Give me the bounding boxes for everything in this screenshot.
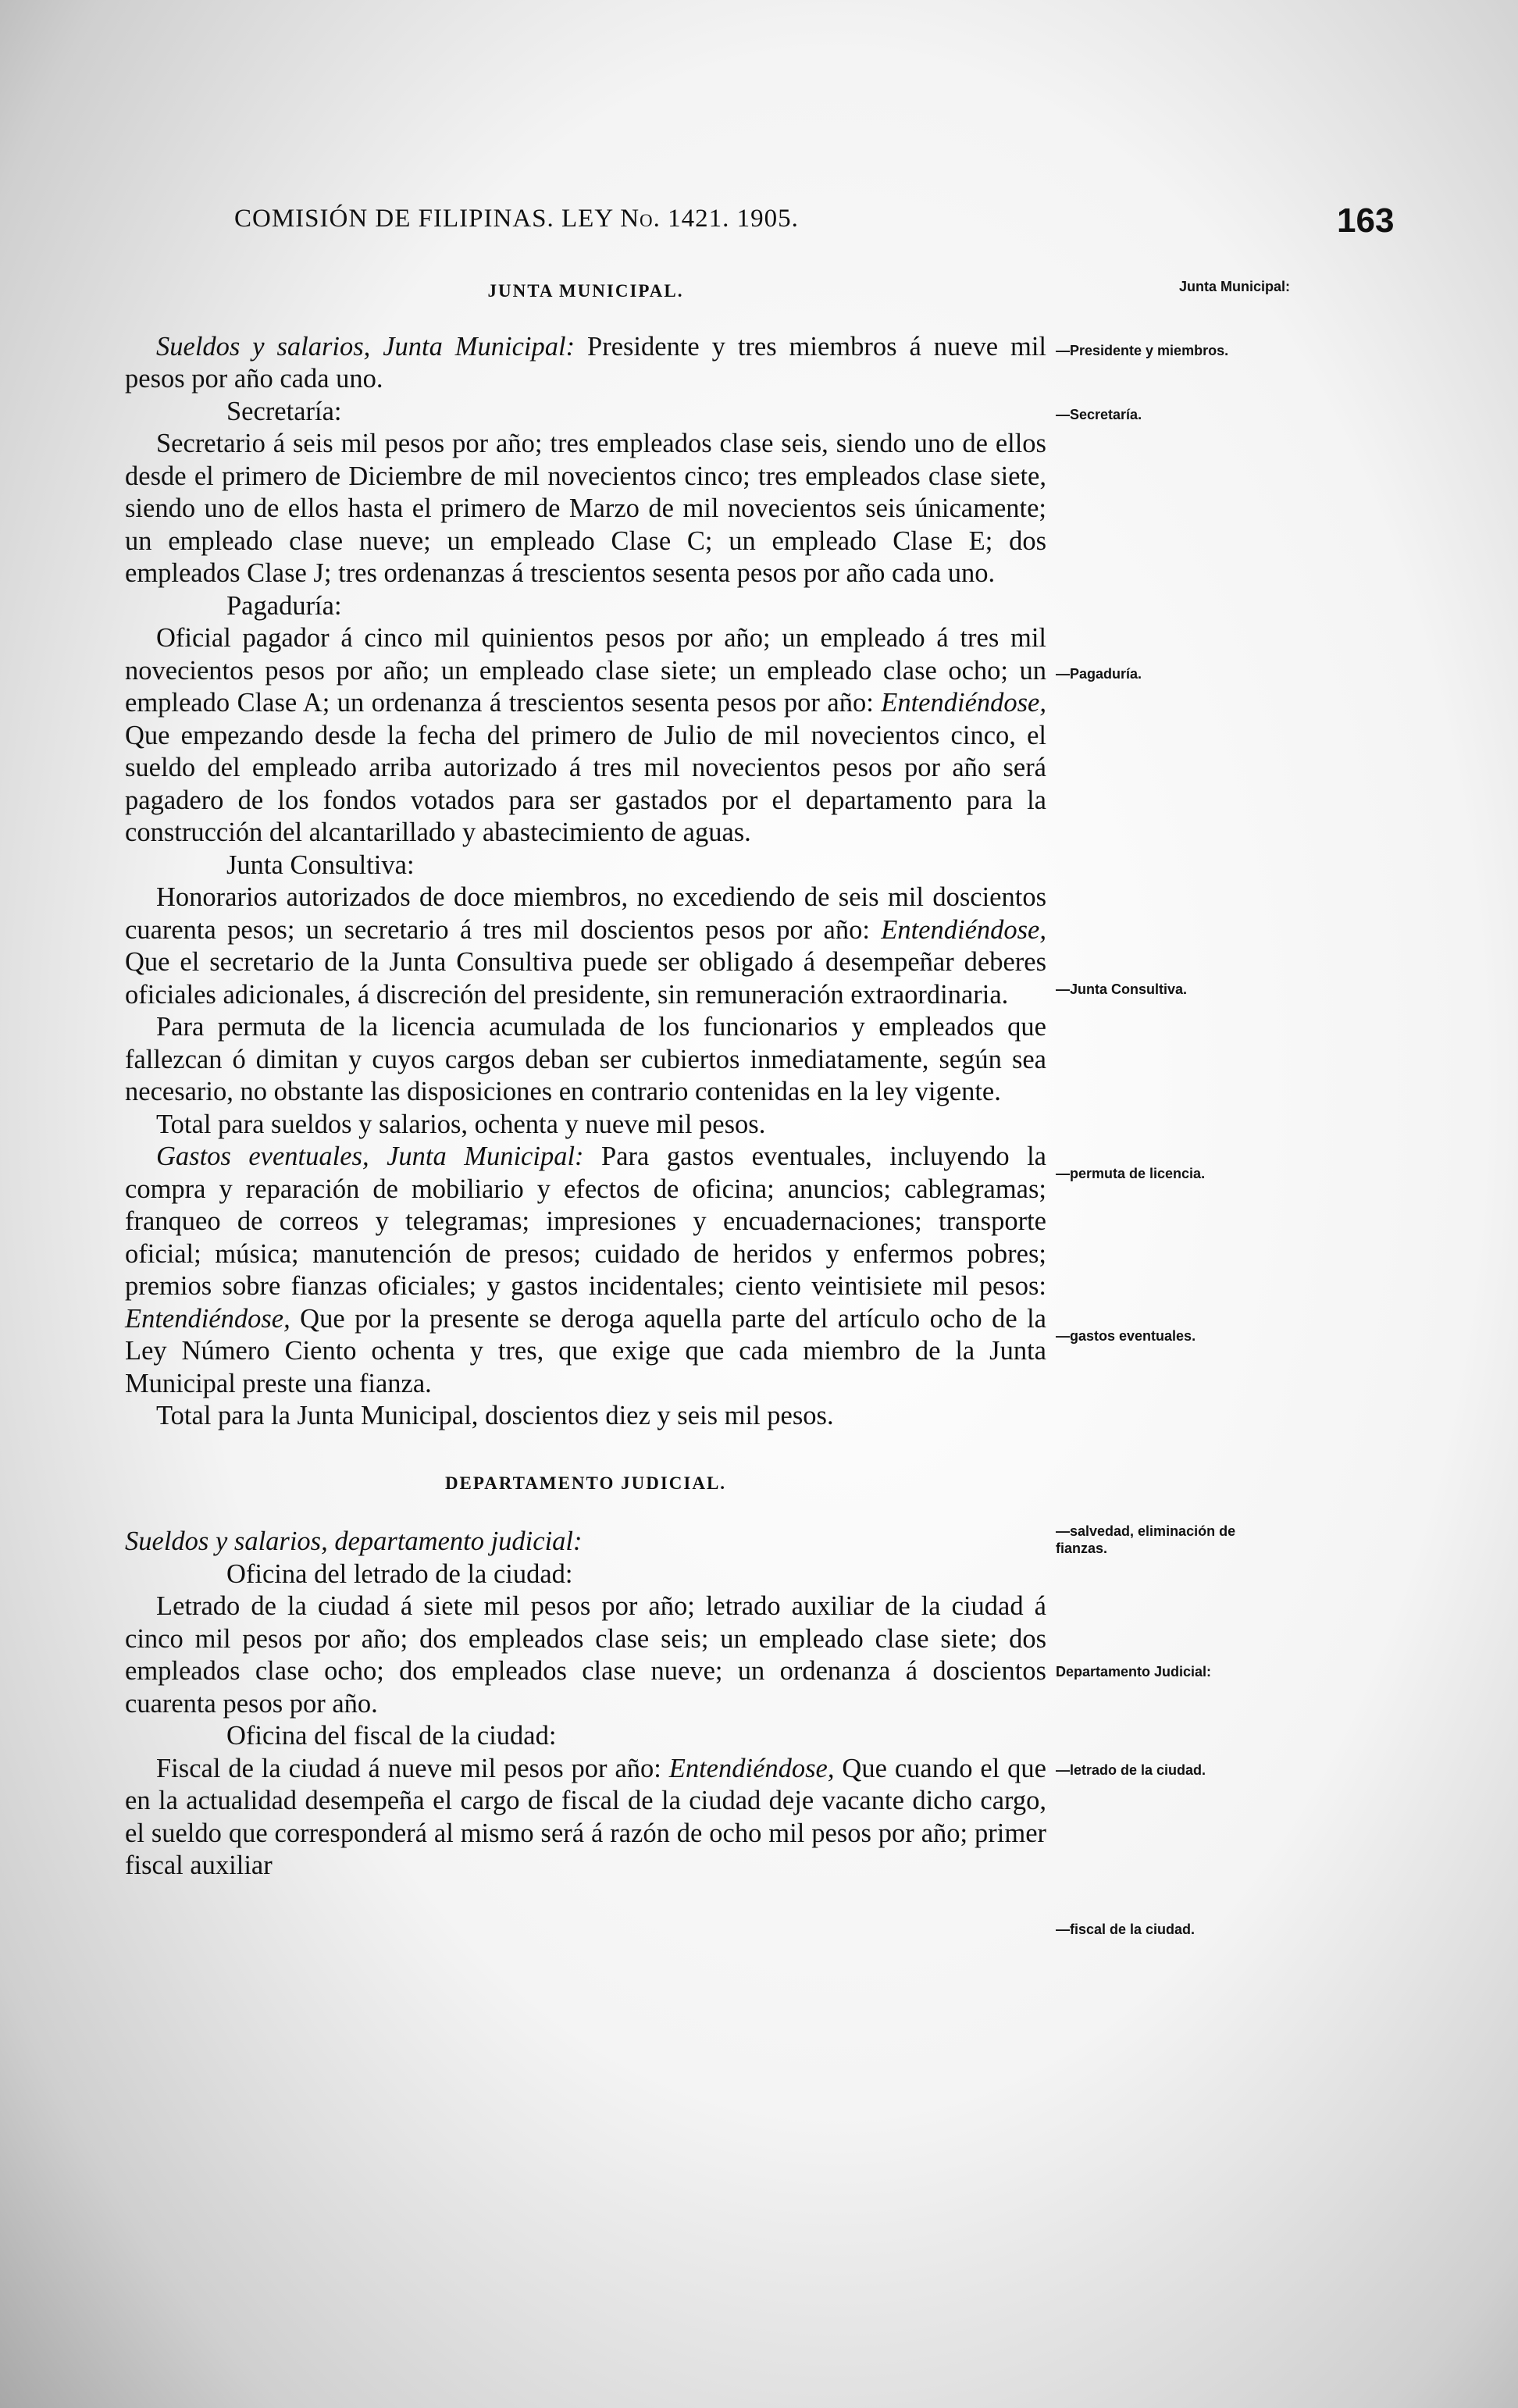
paragraph-text: Que cuando el que en la actualidad desempeña el cargo de fiscal de la ciudad deje vacante dicho cargo, el sueldo que corresponderá al mismo será á razón de ocho mil pesos por año; primer fiscal auxiliar <box>125 1753 1046 1880</box>
margin-note-letrado: —letrado de la ciudad. <box>1056 1762 1206 1778</box>
paragraph-letrado: Letrado de la ciudad á siete mil pesos por año; letrado auxiliar de la ciudad á cinco mil pesos por año; dos empleados clase seis; un empleado clase siete; dos empleados clase ocho; dos empleados clase nueve; un ordenanza á doscientos cuarenta pesos por año. <box>125 1591 1046 1719</box>
subheading-letrado: Oficina del letrado de la ciudad: <box>226 1558 573 1589</box>
paragraph-text: Fiscal de la ciudad á nueve mil pesos por año: <box>156 1753 661 1783</box>
margin-note-consultiva: —Junta Consultiva. <box>1056 981 1188 997</box>
paragraph-lead: Sueldos y salarios, departamento judicial: <box>125 1526 583 1556</box>
subheading-fiscal: Oficina del fiscal de la ciudad: <box>226 1721 557 1751</box>
paragraph-secretaria: Secretario á seis mil pesos por año; tres empleados clase seis, siendo uno de ellos desde el primero de Diciembre de mil novecientos cinco; tres empleados clase siete, siendo uno de ellos hasta el primero de Marzo de mil novecientos seis únicamente; un empleado clase nueve; un empleado Clase C; un empleado Clase E; dos empleados Clase J; tres ordenanzas á trescientos sesenta pesos por año cada uno. <box>125 429 1046 588</box>
paragraph-lead: Gastos eventuales, Junta Municipal: <box>156 1142 584 1171</box>
margin-note-permuta: —permuta de licencia. <box>1056 1166 1206 1181</box>
subheading-secretaria: Secretaría: <box>226 396 342 426</box>
paragraph-lead: Sueldos y salarios, Junta Municipal: <box>156 331 575 362</box>
subheading-consultiva: Junta Consultiva: <box>226 850 415 880</box>
margin-note-pagaduria: —Pagaduría. <box>1056 666 1142 682</box>
paragraph-text: Que empezando desde la fecha del primero de Julio de mil novecientos cinco, el sueldo del empleado arriba autorizado á tres mil novecientos pesos por año será pagadero de los fondos votados para ser gastados por el departamento para la construcción del alcantarillado y abastecimiento de aguas. <box>125 720 1046 847</box>
page-number: 163 <box>1337 201 1395 240</box>
paragraph-gastos <box>125 1141 1046 1400</box>
proviso: Entendiéndose, <box>125 1303 290 1334</box>
paragraph-permuta: Para permuta de la licencia acumulada de los funcionarios y empleados que fallezcan ó dimitan y cuyos cargos deban ser cubiertos inmediatamente, según sea necesario, no obstante las disposiciones en contrario contenidas en la ley vigente. <box>125 1012 1046 1106</box>
paragraph-text: Que por la presente se deroga aquella parte del artículo ocho de la Ley Número Ciento ochenta y tres, que exige que cada miembro de la Junta Municipal preste una fianza. <box>125 1303 1046 1398</box>
paragraph-text: Honorarios autorizados de doce miembros, no excediendo de seis mil doscientos cuarenta pesos; un secretario á tres mil doscientos pesos por año: <box>125 882 1046 945</box>
margin-note-presidente: —Presidente y miembros. <box>1056 343 1229 358</box>
paragraph-pagaduria <box>125 622 1046 850</box>
margin-note-salvedad: —salvedad, eliminación de fianzas. <box>1056 1523 1236 1556</box>
paragraph-text: Presidente y tres miembros á nueve mil pesos por año cada uno. <box>125 331 1046 394</box>
proviso: Entendiéndose, <box>873 688 1046 718</box>
margin-note-fiscal: —fiscal de la ciudad. <box>1056 1922 1196 1937</box>
paragraph-consultiva <box>125 882 1046 1011</box>
running-head: COMISIÓN DE FILIPINAS. LEY No. 1421. 1905. <box>234 205 799 233</box>
section-heading-junta: JUNTA MUNICIPAL. <box>487 281 684 301</box>
total-junta: Total para la Junta Municipal, doscientos diez y seis mil pesos. <box>156 1401 834 1430</box>
main-text-column <box>125 275 1046 1883</box>
paragraph-sueldos <box>125 331 1046 396</box>
margin-note-secretaria: —Secretaría. <box>1056 407 1142 422</box>
proviso: Entendiéndose, <box>661 1753 835 1783</box>
margin-note-junta: Junta Municipal: <box>1178 279 1290 294</box>
paragraph-fiscal <box>125 1753 1046 1883</box>
margin-note-gastos: —gastos eventuales. <box>1056 1328 1196 1344</box>
proviso: Entendiéndose, <box>869 914 1046 945</box>
paragraph-text: Que el secretario de la Junta Consultiva puede ser obligado á desempeñar deberes oficiales adicionales, á discreción del presidente, sin remuneración extraordinaria. <box>125 947 1046 1010</box>
section-heading-judicial: DEPARTAMENTO JUDICIAL. <box>444 1473 727 1493</box>
subheading-pagaduria: Pagaduría: <box>226 590 342 621</box>
total-sueldos: Total para sueldos y salarios, ochenta y nueve mil pesos. <box>156 1109 766 1139</box>
paragraph-text: Para gastos eventuales, incluyendo la compra y reparación de mobiliario y efectos de oficina; anuncios; cablegramas; franqueo de correos y telegramas; impresiones y encuadernaciones; transporte oficial; música; manutención de presos; cuidado de heridos y enfermos pobres; premios sobre fianzas oficiales; y gastos incidentales; ciento veintisiete mil pesos: <box>125 1142 1046 1301</box>
margin-note-departamento: Departamento Judicial: <box>1056 1664 1212 1680</box>
paragraph-judicial-lead <box>125 1526 1046 1558</box>
paragraph-text: Oficial pagador á cinco mil quinientos pesos por año; un empleado á tres mil novecientos pesos por año; un empleado clase siete; un empleado clase ocho; un empleado Clase A; un ordenanza á trescientos sesenta pesos por año: <box>125 623 1046 718</box>
